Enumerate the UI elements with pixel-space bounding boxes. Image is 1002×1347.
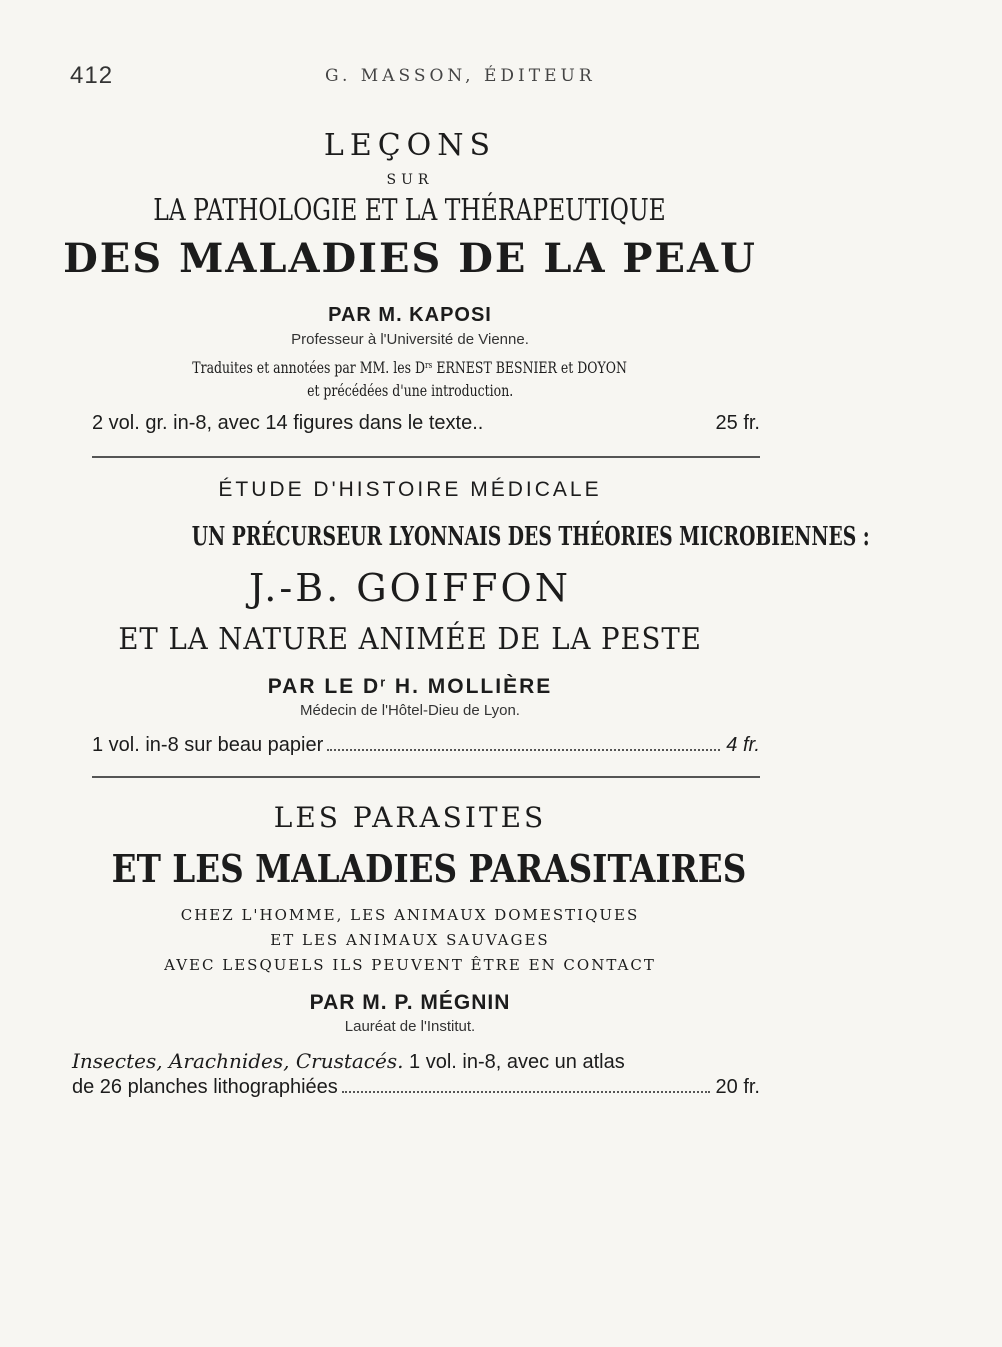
- entry-subtitle-line1: CHEZ L'HOMME, LES ANIMAUX DOMESTIQUES: [180, 906, 640, 924]
- entry-title-line1: UN PRÉCURSEUR LYONNAIS DES THÉORIES MICROBIENNES :: [191, 522, 870, 552]
- entry-affiliation: Professeur à l'Université de Vienne.: [291, 331, 529, 348]
- entry-format: de 26 planches lithographiées: [72, 1076, 338, 1098]
- entry-title-line3: ET LA NATURE ANIMÉE DE LA PESTE: [118, 622, 702, 657]
- entry-format: 2 vol. gr. in-8, avec 14 figures dans le texte..: [92, 412, 484, 434]
- entry-title-line2: DES MALADIES DE LA PEAU: [63, 235, 757, 282]
- entry-price: 20 fr.: [715, 1076, 760, 1098]
- entry-series: ÉTUDE D'HISTOIRE MÉDICALE: [218, 478, 602, 501]
- page-header: [70, 62, 770, 92]
- entry-translators-line2: et précédées d'une introduction.: [306, 381, 514, 400]
- entry-format-line1: Insectes, Arachnides, Crustacés. 1 vol. in-8, avec un atlas: [72, 1049, 625, 1073]
- entry-author: PAR M. KAPOSI: [328, 304, 492, 326]
- entry-author: PAR LE $D^r$ H. MOLLIÈRE: [267, 675, 553, 698]
- entry-format-price: [92, 412, 760, 435]
- entry-format-price: [72, 1076, 760, 1099]
- entry-price: 4 fr.: [726, 734, 760, 756]
- entry-format-price: [92, 734, 760, 757]
- entry-author: PAR M. P. MÉGNIN: [309, 991, 511, 1014]
- entry-title-line1: LES PARASITES: [273, 801, 547, 834]
- entry-title-line2: ET LES MALADIES PARASITAIRES: [111, 846, 747, 891]
- entry-format: 1 vol. in-8 sur beau papier: [92, 734, 324, 756]
- entry-price: 25 fr.: [715, 412, 760, 434]
- entry-affiliation: Médecin de l'Hôtel-Dieu de Lyon.: [300, 702, 520, 719]
- entry-translators-line1: Traduites et annotées par MM. les $D^{rs}$ ERNEST BESNIER et DOYON: [192, 358, 628, 377]
- separator-rule: [92, 456, 760, 458]
- dot-leader: [327, 749, 720, 751]
- entry-subtitle-line3: AVEC LESQUELS ILS PEUVENT ÊTRE EN CONTACT: [164, 956, 656, 974]
- entry-subtitle-line2: ET LES ANIMAUX SAUVAGES: [270, 931, 550, 949]
- entry-title-top: LEÇONS: [323, 128, 497, 163]
- entry-sur: SUR: [386, 172, 434, 188]
- publisher-name: G. MASSON, ÉDITEUR: [325, 66, 596, 86]
- entry-title-line1: LA PATHOLOGIE ET LA THÉRAPEUTIQUE: [153, 193, 667, 228]
- dot-leader: [342, 1091, 710, 1093]
- entry-title-line2: J.-B. GOIFFON: [249, 566, 571, 610]
- separator-rule: [92, 776, 760, 778]
- entry-affiliation: Lauréat de l'Institut.: [344, 1018, 476, 1035]
- page-number: 412: [70, 62, 114, 89]
